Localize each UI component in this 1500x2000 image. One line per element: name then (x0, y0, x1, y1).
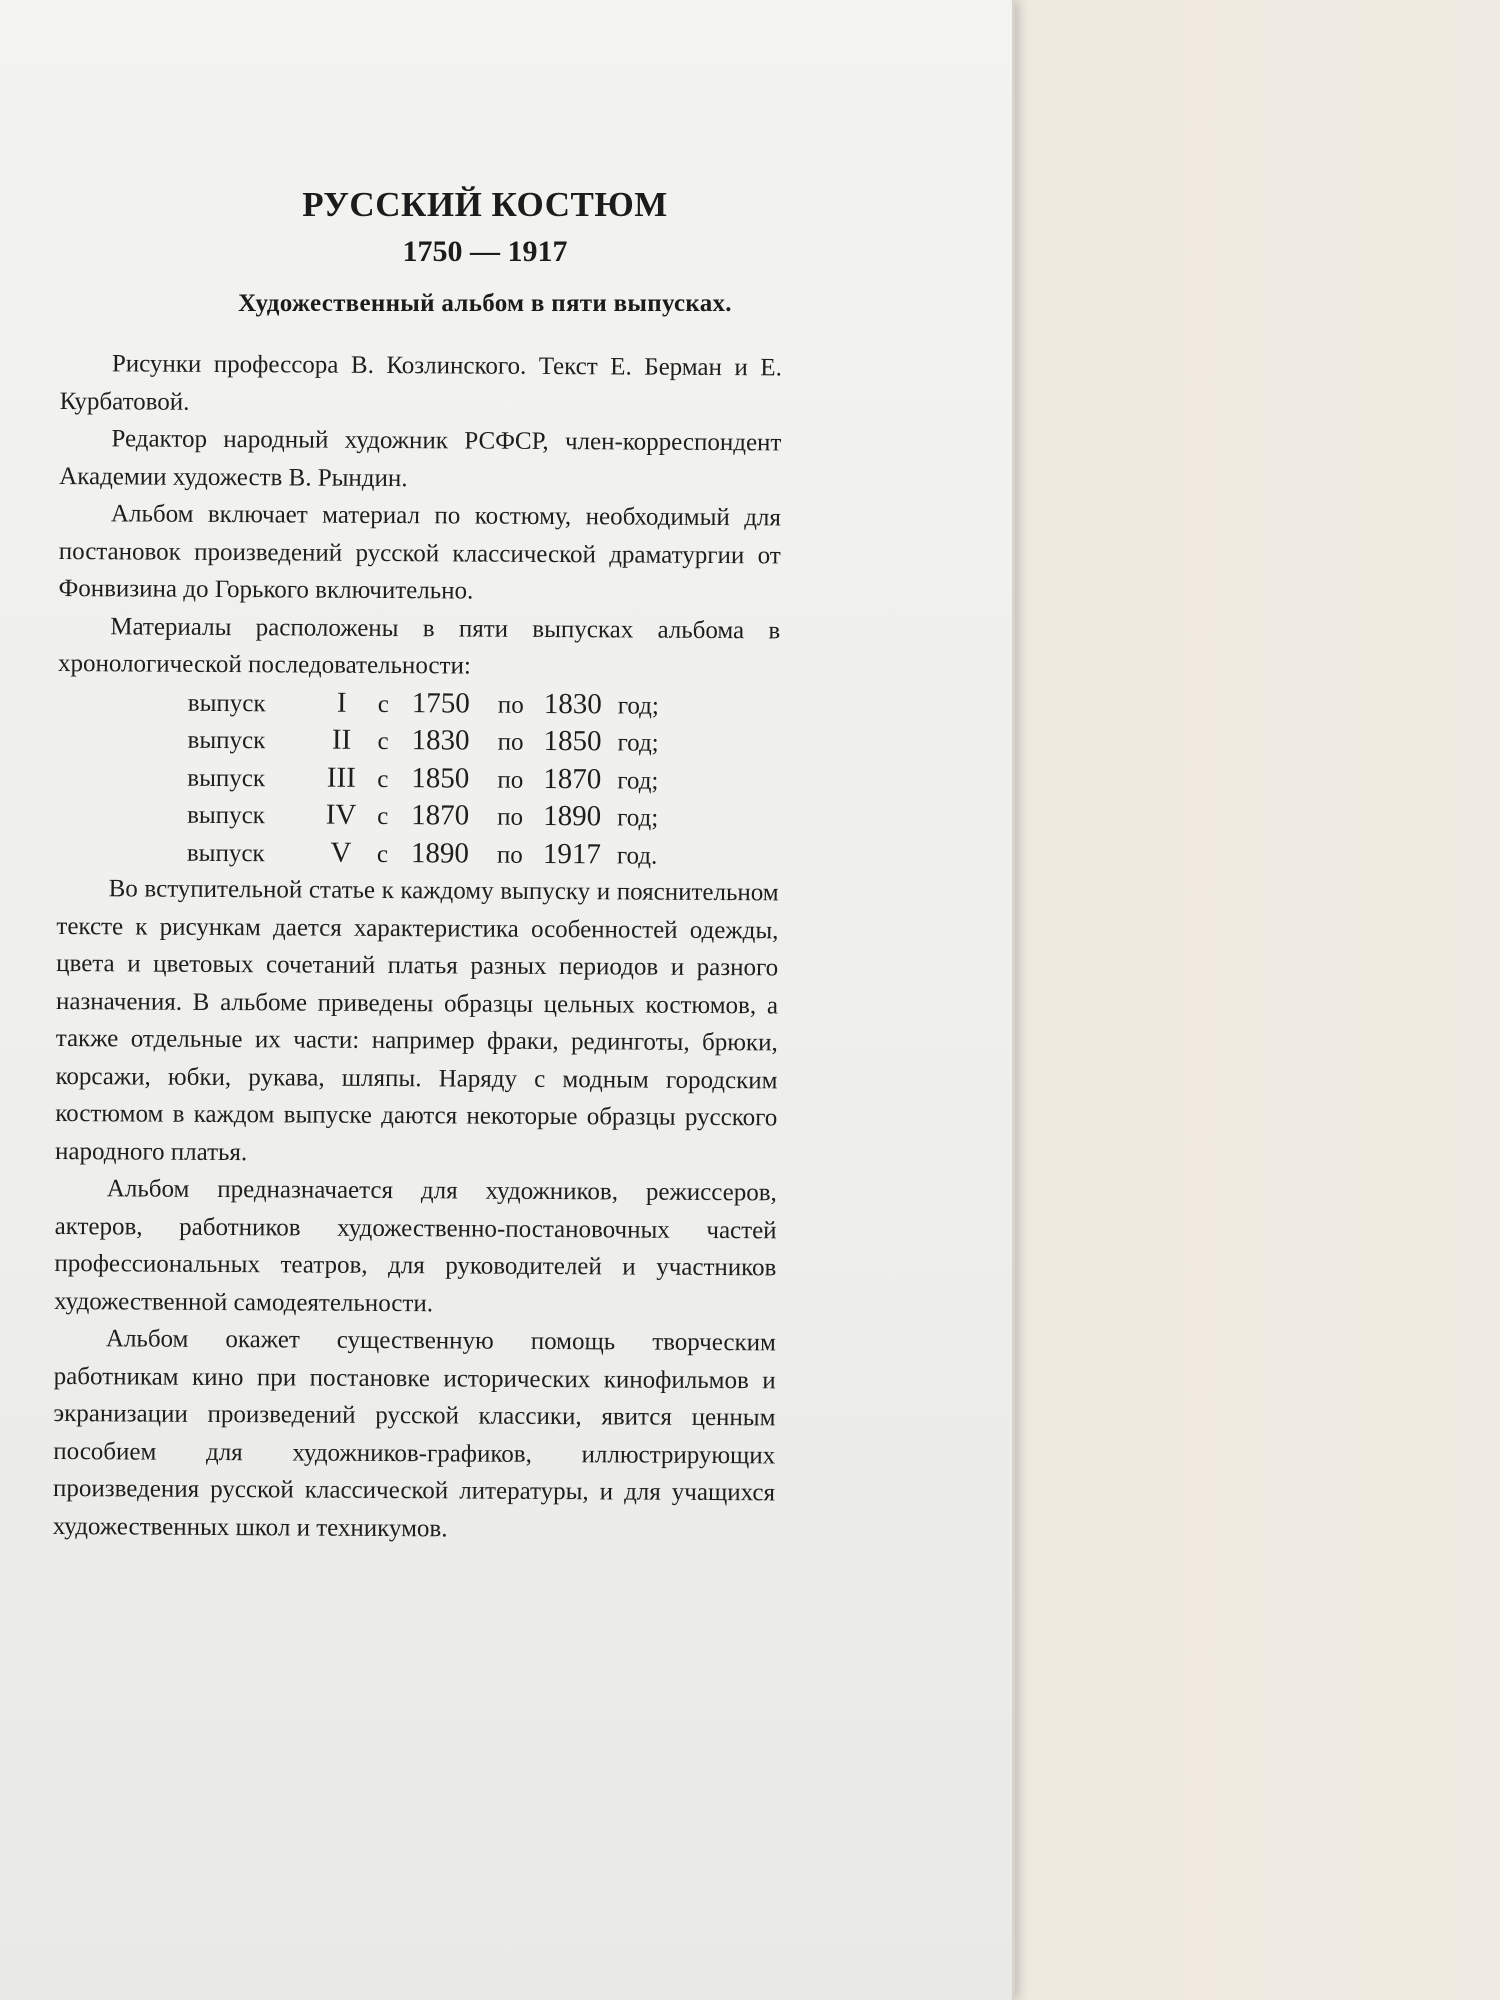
year-range: 1750 — 1917 (402, 235, 568, 268)
issue-from-word: с (377, 690, 390, 718)
issue-to-year: 1917 (542, 837, 601, 870)
issue-to-year: 1870 (543, 762, 602, 795)
issue-from-word: с (377, 802, 389, 831)
issue-word: выпуск (187, 689, 266, 717)
issue-end: год. (616, 841, 658, 870)
page-subtitle: Художественный альбом в пяти выпусках. (238, 290, 732, 317)
issue-from-year: 1830 (411, 724, 470, 757)
issue-number: III (326, 761, 356, 794)
paragraph-audience: Альбом предназначается для художников, режиссеров, актеров, работников художественно-постановочных частей профессиональных театров, для руководителей и участников художественной самодеятельности. (54, 1175, 777, 1317)
issue-word: выпуск (187, 726, 266, 755)
body-text (53, 345, 782, 1549)
paragraph-editor: Редактор народный художник РСФСР, член-корреспондент Академии художеств В. Рындин. (59, 425, 782, 492)
issue-from-year: 1870 (411, 799, 470, 832)
issue-end: год; (617, 691, 659, 720)
issue-row (187, 758, 779, 799)
issue-number: II (331, 723, 352, 756)
paragraph-usefulness: Альбом окажет существенную помощь творческим работникам кино при постановке исторических кинофильмов и экранизации произведений русской классики, явится ценным пособием для художников-графиков, иллюстрирующих произведения русской классической литературы, и для учащихся художественных школ и техникумов. (52, 1325, 777, 1542)
issue-from-year: 1750 (411, 686, 470, 720)
paragraph-description: Во вступительной статье к каждому выпуску и пояснительном тексте к рисункам дается характеристика особенностей одежды, цвета и цветовых сочетаний платья разных периодов и разного назначения. В альбоме приведены образцы цельных костюмов, а также отдельные их части: например фраки, рединготы, брюки, корсажи, юбки, рукава, шляпы. Наряду с модным городским костюмом в каждом выпуске даются некоторые образцы русского народного платья. (54, 875, 779, 1166)
page-edge (1012, 0, 1015, 2000)
issue-to-word: по (497, 728, 524, 756)
issue-row (187, 796, 779, 837)
issue-from-word: с (376, 840, 389, 868)
issues-list (187, 683, 780, 874)
issue-to-year: 1890 (543, 799, 602, 833)
issue-to-word: по (496, 841, 523, 869)
paragraph-arrangement: Материалы расположены в пяти выпусках альбома в хронологической последовательности: (57, 612, 781, 680)
paragraph-authors: Рисунки профессора В. Козлинского. Текст Е. Берман и Е. Курбатовой. (59, 350, 782, 416)
issue-to-year: 1850 (543, 724, 602, 758)
issue-word: выпуск (186, 839, 265, 867)
issue-from-year: 1850 (411, 761, 470, 795)
issue-row (187, 833, 779, 874)
issue-from-year: 1890 (410, 836, 470, 870)
issue-from-word: с (377, 727, 389, 756)
issue-number: I (336, 686, 347, 719)
issue-word: выпуск (187, 801, 265, 830)
issue-to-word: по (497, 691, 524, 719)
issue-from-word: с (377, 765, 389, 793)
issue-number: V (330, 836, 352, 869)
issue-to-year: 1830 (543, 687, 602, 720)
issue-to-word: по (497, 803, 524, 831)
issue-to-word: по (497, 766, 524, 794)
issue-end: год; (617, 804, 659, 832)
issue-word: выпуск (187, 764, 266, 792)
issue-end: год; (617, 729, 659, 757)
issue-end: год; (617, 766, 659, 795)
issue-row (187, 721, 779, 762)
page-title: РУССКИЙ КОСТЮМ (302, 185, 668, 224)
issue-number: IV (325, 798, 357, 831)
paragraph-content: Альбом включает материал по костюму, необходимый для постановок произведений русской классической драматургии от Фонвизина до Горького включительно. (58, 500, 782, 605)
issue-row (188, 683, 780, 724)
